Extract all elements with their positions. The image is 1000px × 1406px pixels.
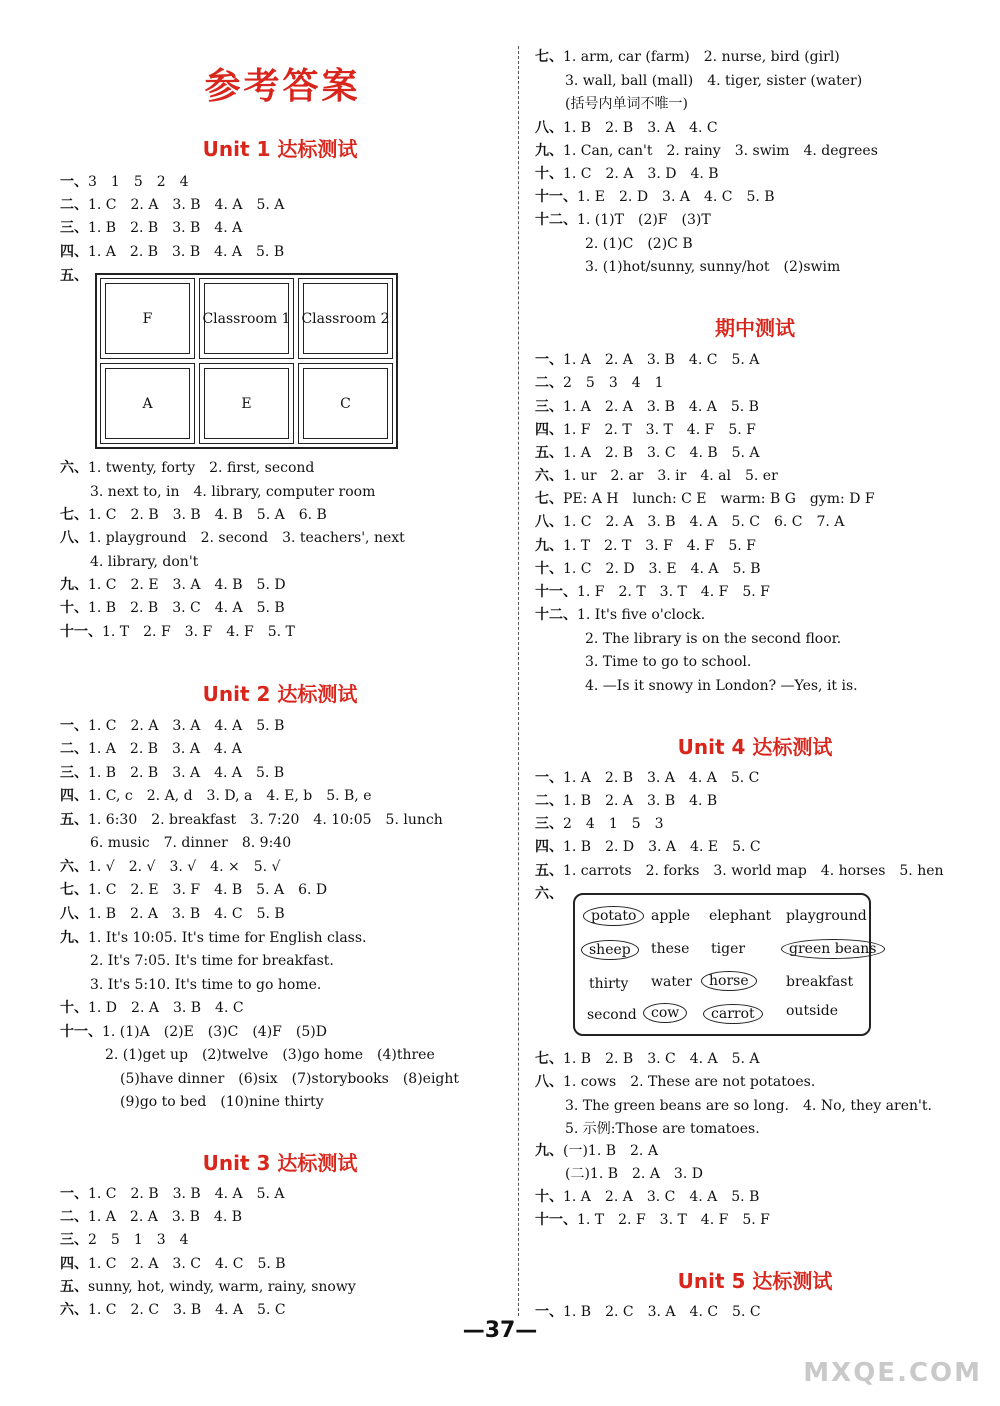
grid-cell: Classroom 2 — [298, 278, 393, 359]
answer-line: 七、1. C 2. B 3. B 4. B 5. A 6. B — [60, 507, 327, 523]
section-title-unit4: Unit 4 达标测试 — [677, 735, 833, 759]
grid-cell: F — [100, 278, 195, 359]
page-title: 参考答案 — [204, 66, 361, 107]
answer-line: 六、1. ur 2. ar 3. ir 4. al 5. er — [535, 468, 778, 484]
answer-line: 十、1. B 2. B 3. C 4. A 5. B — [60, 600, 285, 616]
answer-line: 十、1. D 2. A 3. B 4. C — [60, 1000, 244, 1016]
answer-line: 二、1. A 2. B 3. A 4. A — [60, 741, 242, 757]
word-circled: horse — [701, 971, 757, 991]
word: outside — [786, 1003, 838, 1019]
answer-line: 一、1. B 2. C 3. A 4. C 5. C — [535, 1304, 761, 1320]
answer-line: 四、1. A 2. B 3. B 4. A 5. B — [60, 244, 285, 260]
answer-line: 十二、1. It's five o'clock. — [535, 607, 706, 623]
answer-line: 九、1. It's 10:05. It's time for English class. — [60, 930, 367, 946]
answer-line: 十一、1. T 2. F 3. T 4. F 5. F — [535, 1212, 770, 1228]
answer-line: 一、1. C 2. B 3. B 4. A 5. A — [60, 1186, 285, 1202]
word: elephant — [709, 908, 772, 924]
answer-line: (括号内单词不唯一) — [565, 96, 688, 112]
answer-line: 十一、1. E 2. D 3. A 4. C 5. B — [535, 189, 775, 205]
word-circled: carrot — [703, 1004, 763, 1024]
answer-line: 4. —Is it snowy in London? —Yes, it is. — [585, 678, 858, 694]
answer-line: 七、1. B 2. B 3. C 4. A 5. A — [535, 1051, 760, 1067]
answer-line: 2. (1)get up (2)twelve (3)go home (4)three — [105, 1047, 435, 1063]
answer-line: 2. It's 7:05. It's time for breakfast. — [90, 953, 334, 969]
column-divider — [518, 46, 519, 1316]
answer-line: 四、1. C 2. A 3. C 4. C 5. B — [60, 1256, 286, 1272]
answer-line: 二、1. C 2. A 3. B 4. A 5. A — [60, 197, 285, 213]
section-title-unit3: Unit 3 达标测试 — [202, 1151, 358, 1175]
answer-line: 九、1. C 2. E 3. A 4. B 5. D — [60, 577, 286, 593]
answer-line: 二、2 5 3 4 1 — [535, 375, 664, 391]
answer-line: 五、1. carrots 2. forks 3. world map 4. horses 5. hen — [535, 863, 944, 879]
answer-line: 七、1. arm, car (farm) 2. nurse, bird (girl) — [535, 49, 840, 65]
answer-line: 七、PE: A H lunch: C E warm: B G gym: D F — [535, 491, 875, 507]
answer-line: 八、1. playground 2. second 3. teachers', next — [60, 530, 405, 546]
answer-line: 一、3 1 5 2 4 — [60, 174, 189, 190]
answer-line: (二)1. B 2. A 3. D — [565, 1166, 703, 1182]
answer-line: (5)have dinner (6)six (7)storybooks (8)eight — [120, 1071, 460, 1087]
answer-line: 五、1. A 2. B 3. C 4. B 5. A — [535, 445, 760, 461]
answer-line: 三、1. B 2. B 3. B 4. A — [60, 220, 243, 236]
watermark: MXQE.COM — [803, 1358, 982, 1388]
page-number: —37— — [462, 1318, 538, 1343]
answer-line: 五、 — [60, 268, 88, 284]
answer-line: 6. music 7. dinner 8. 9:40 — [90, 835, 292, 851]
word: breakfast — [786, 974, 854, 990]
answer-line: 八、1. B 2. A 3. B 4. C 5. B — [60, 906, 285, 922]
answer-line: 十一、1. F 2. T 3. T 4. F 5. F — [535, 584, 770, 600]
word: tiger — [711, 941, 746, 957]
section-title-unit5: Unit 5 达标测试 — [677, 1269, 833, 1293]
answer-line: 三、1. B 2. B 3. A 4. A 5. B — [60, 765, 285, 781]
answer-line: 五、1. 6:30 2. breakfast 3. 7:20 4. 10:05 5. lunch — [60, 812, 443, 828]
answer-line: 四、1. B 2. D 3. A 4. E 5. C — [535, 839, 761, 855]
answer-line: 5. 示例:Those are tomatoes. — [565, 1121, 760, 1137]
grid-cell: A — [100, 363, 195, 444]
answer-line: 3. It's 5:10. It's time to go home. — [90, 977, 322, 993]
word-circled: green beans — [781, 939, 885, 959]
answer-line: 4. library, don't — [90, 554, 199, 570]
answer-line: 八、1. C 2. A 3. B 4. A 5. C 6. C 7. A — [535, 514, 845, 530]
answer-line: 六、1. √ 2. √ 3. √ 4. × 5. √ — [60, 859, 281, 875]
word: playground — [786, 908, 867, 924]
answer-line: 十一、1. T 2. F 3. F 4. F 5. T — [60, 624, 295, 640]
answer-line: 六、1. C 2. C 3. B 4. A 5. C — [60, 1302, 286, 1318]
answer-line: 九、1. T 2. T 3. F 4. F 5. F — [535, 538, 756, 554]
answer-line: 七、1. C 2. E 3. F 4. B 5. A 6. D — [60, 882, 328, 898]
answer-line: 3. next to, in 4. library, computer room — [90, 484, 376, 500]
answer-line: 六、1. twenty, forty 2. first, second — [60, 460, 315, 476]
word: these — [651, 941, 690, 957]
answer-line: 二、1. B 2. A 3. B 4. B — [535, 793, 718, 809]
answer-line: (9)go to bed (10)nine thirty — [120, 1094, 324, 1110]
answer-line: 四、1. F 2. T 3. T 4. F 5. F — [535, 422, 756, 438]
answer-line: 八、1. B 2. B 3. A 4. C — [535, 120, 718, 136]
word-box — [573, 893, 877, 1036]
answer-line: 五、sunny, hot, windy, warm, rainy, snowy — [60, 1279, 356, 1295]
answer-line: 九、(一)1. B 2. A — [535, 1143, 658, 1159]
section-title-unit2: Unit 2 达标测试 — [202, 682, 358, 706]
word-circled: cow — [643, 1003, 687, 1023]
answer-line: 3. (1)hot/sunny, sunny/hot (2)swim — [585, 259, 841, 275]
answer-line: 3. The green beans are so long. 4. No, they aren't. — [565, 1098, 932, 1114]
answer-line: 2. (1)C (2)C B — [585, 236, 693, 252]
answer-line: 十、1. A 2. A 3. C 4. A 5. B — [535, 1189, 760, 1205]
section-title-midterm: 期中测试 — [715, 316, 795, 340]
grid-cell: Classroom 1 — [199, 278, 294, 359]
answer-line: 二、1. A 2. A 3. B 4. B — [60, 1209, 243, 1225]
answer-line: 十、1. C 2. D 3. E 4. A 5. B — [535, 561, 761, 577]
school-plan-grid — [95, 273, 398, 449]
word: water — [651, 974, 692, 990]
answer-line: 一、1. A 2. B 3. A 4. A 5. C — [535, 770, 760, 786]
answer-line: 一、1. A 2. A 3. B 4. C 5. A — [535, 352, 760, 368]
answer-line: 3. Time to go to school. — [585, 654, 752, 670]
word: thirty — [589, 976, 629, 992]
answer-line: 九、1. Can, can't 2. rainy 3. swim 4. degrees — [535, 143, 878, 159]
section-title-unit1: Unit 1 达标测试 — [202, 137, 358, 161]
answer-line: 十一、1. (1)A (2)E (3)C (4)F (5)D — [60, 1024, 327, 1040]
answer-line: 三、2 4 1 5 3 — [535, 816, 664, 832]
grid-cell: C — [298, 363, 393, 444]
answer-line: 六、 — [535, 886, 563, 902]
answer-line: 四、1. C, c 2. A, d 3. D, a 4. E, b 5. B, e — [60, 788, 372, 804]
word-circled: potato — [583, 906, 644, 926]
answer-line: 十、1. C 2. A 3. D 4. B — [535, 166, 719, 182]
answer-line: 八、1. cows 2. These are not potatoes. — [535, 1074, 816, 1090]
answer-line: 十二、1. (1)T (2)F (3)T — [535, 212, 711, 228]
answer-line: 三、1. A 2. A 3. B 4. A 5. B — [535, 399, 759, 415]
answer-line: 2. The library is on the second floor. — [585, 631, 842, 647]
grid-cell: E — [199, 363, 294, 444]
word: apple — [651, 908, 691, 924]
answer-line: 三、2 5 1 3 4 — [60, 1232, 189, 1248]
word-circled: sheep — [581, 940, 639, 960]
answer-line: 一、1. C 2. A 3. A 4. A 5. B — [60, 718, 285, 734]
answer-line: 3. wall, ball (mall) 4. tiger, sister (water) — [565, 73, 863, 89]
word: second — [587, 1007, 637, 1023]
